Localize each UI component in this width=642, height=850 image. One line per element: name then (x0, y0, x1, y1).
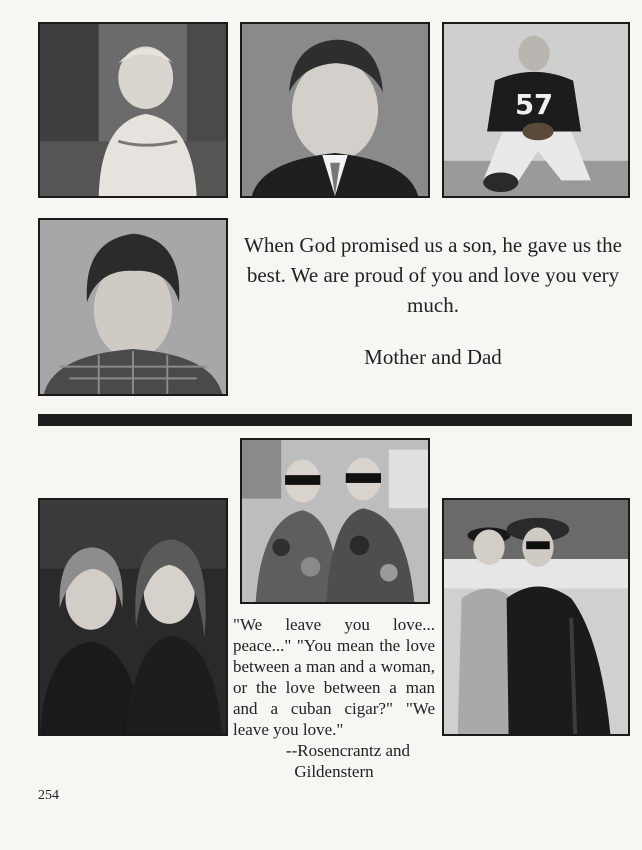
camo-friends-photo (240, 438, 430, 604)
parents-message (238, 230, 628, 372)
costume-duo-photo (442, 498, 630, 736)
two-girls-photo (38, 498, 228, 736)
quote-attribution-line1: --Rosencrantz and (285, 741, 411, 760)
section-divider (38, 414, 632, 426)
football-photo (442, 22, 630, 198)
school-portrait-photo (240, 22, 430, 198)
message-signoff: Mother and Dad (364, 345, 502, 369)
jersey-number: 57 (514, 89, 554, 121)
message-body: When God promised us a son, he gave us the best. We are proud of you and love you very much. (244, 233, 622, 317)
quote-attribution-line2: Gildenstern (294, 762, 374, 781)
senior-portrait-photo (38, 218, 228, 396)
toddler-photo (38, 22, 228, 198)
quote-block (233, 614, 435, 782)
quote-text: "We leave you love... peace..." "You mean the love between a man and a woman, or the love between a man and a cuban cigar?" "We leave you love." (233, 615, 435, 739)
page-number: 254 (38, 788, 59, 803)
